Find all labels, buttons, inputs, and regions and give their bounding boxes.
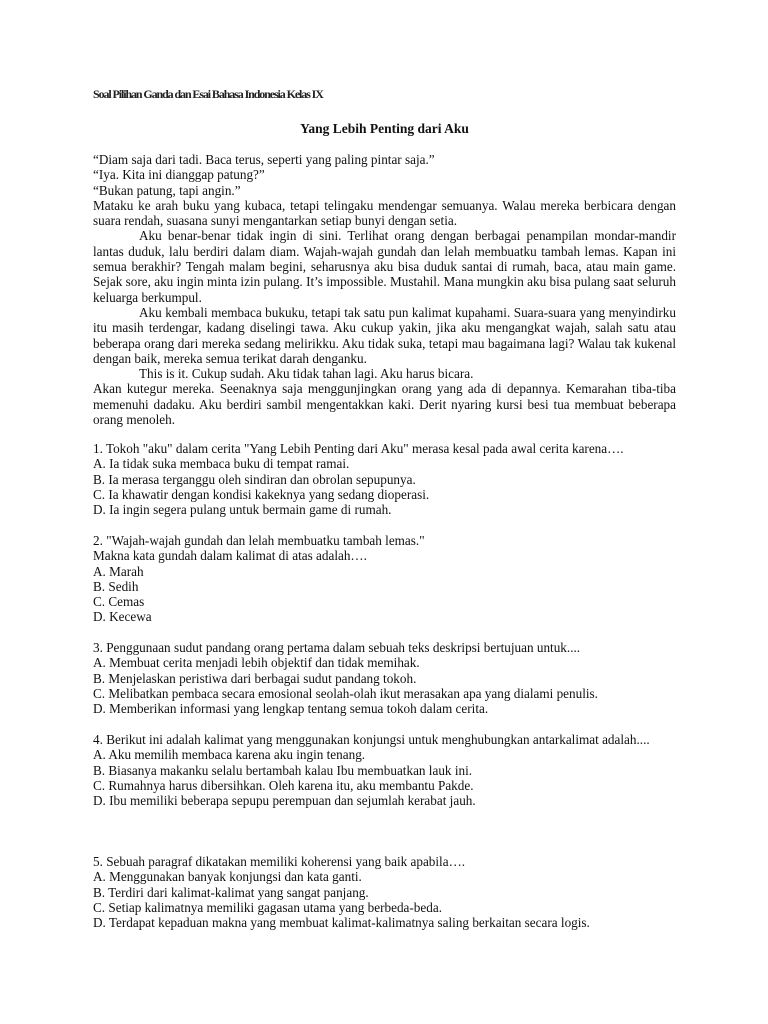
option-d: D. Memberikan informasi yang lengkap tentang semua tokoh dalam cerita. (93, 701, 489, 717)
dialog-line: “Iya. Kita ini dianggap patung?” (93, 167, 265, 183)
question-text: Makna kata gundah dalam kalimat di atas adalah…. (93, 548, 367, 564)
option-a: A. Ia tidak suka membaca buku di tempat ramai. (93, 456, 350, 472)
story-paragraph: Aku kembali membaca bukuku, tetapi tak satu pun kalimat kupahami. Suara-suara yang menyindirku itu masih terdengar, kadang diselingi tawa. Aku cukup yakin, jika aku mengangkat wajah, salah satu atau beberapa orang dari mereka sedang melirikku. Aku tidak suka, tetapi mau bagaimana lagi? Walau tak kukenal dengan baik, mereka semua terikat darah denganku. (93, 304, 676, 366)
option-a: A. Marah (93, 563, 144, 579)
option-c: C. Melibatkan pembaca secara emosional seolah-olah ikut merasakan apa yang dialami penulis. (93, 685, 598, 701)
question-3 (93, 640, 676, 716)
option-a: A. Membuat cerita menjadi lebih objektif dan tidak memihak. (93, 655, 420, 671)
dialog-line: “Diam saja dari tadi. Baca terus, seperti yang paling pintar saja.” (93, 152, 435, 167)
question-text: 4. Berikut ini adalah kalimat yang menggunakan konjungsi untuk menghubungkan antarkalimat adalah.... (93, 732, 650, 747)
question-2 (93, 533, 676, 625)
option-d: D. Kecewa (93, 609, 152, 625)
option-d: D. Ibu memiliki beberapa sepupu perempuan dan sejumlah kerabat jauh. (93, 793, 476, 809)
question-text: 1. Tokoh "aku" dalam cerita "Yang Lebih Penting dari Aku" merasa kesal pada awal cerita karena…. (93, 441, 624, 456)
option-d: D. Ia ingin segera pulang untuk bermain game di rumah. (93, 502, 392, 518)
option-b: B. Menjelaskan peristiwa dari berbagai sudut pandang tokoh. (93, 670, 417, 686)
option-c: C. Cemas (93, 594, 145, 610)
story-paragraph: Mataku ke arah buku yang kubaca, tetapi telingaku mendengar semuanya. Walau mereka berbicara dengan suara rendah, suasana sunyi mengantarkan setiap bunyi dengan setia. (93, 197, 676, 229)
question-1 (93, 441, 676, 517)
question-4 (93, 732, 676, 808)
option-c: C. Rumahnya harus dibersihkan. Oleh karena itu, aku membantu Pakde. (93, 777, 474, 793)
story-paragraph: This is it. Cukup sudah. Aku tidak tahan lagi. Aku harus bicara. (139, 366, 474, 382)
dialog-line: “Bukan patung, tapi angin.” (93, 182, 241, 198)
option-b: B. Terdiri dari kalimat-kalimat yang sangat panjang. (93, 884, 369, 900)
story-paragraph: Aku benar-benar tidak ingin di sini. Terlihat orang dengan berbagai penampilan mondar-mandir lantas duduk, lalu berdiri dalam diam. Wajah-wajah gundah dan lelah membuatku tambah lemas. Kapan ini semua berakhir? Tengah malam begini, seharusnya aku bisa duduk santai di rumah, baca, atau main game. Sejak sore, aku ingin minta izin pulang. It’s impossible. Mustahil. Mana mungkin aku bisa pulang saat seluruh keluarga berkumpul. (93, 228, 676, 305)
option-c: C. Setiap kalimatnya memiliki gagasan utama yang berbeda-beda. (93, 899, 442, 915)
story-title: Yang Lebih Penting dari Aku (300, 121, 469, 136)
option-b: B. Ia merasa terganggu oleh sindiran dan obrolan sepupunya. (93, 471, 416, 487)
option-a: A. Aku memilih membaca karena aku ingin tenang. (93, 747, 366, 763)
option-c: C. Ia khawatir dengan kondisi kakeknya yang sedang dioperasi. (93, 486, 430, 502)
story-text (93, 152, 676, 427)
option-b: B. Sedih (93, 578, 139, 594)
option-a: A. Menggunakan banyak konjungsi dan kata ganti. (93, 869, 362, 885)
question-5 (93, 854, 676, 930)
option-b: B. Biasanya makanku selalu bertambah kalau Ibu membuatkan lauk ini. (93, 762, 473, 778)
document-header: Soal Pilihan Ganda dan Esai Bahasa Indonesia Kelas IX (93, 87, 323, 101)
question-text: 5. Sebuah paragraf dikatakan memiliki koherensi yang baik apabila…. (93, 854, 466, 869)
option-d: D. Terdapat kepaduan makna yang membuat kalimat-kalimatnya saling berkaitan secara logis. (93, 915, 590, 931)
question-text: 3. Penggunaan sudut pandang orang pertama dalam sebuah teks deskripsi bertujuan untuk.... (93, 640, 581, 655)
story-paragraph: Akan kutegur mereka. Seenaknya saja menggunjingkan orang yang ada di depannya. Kemarahan tiba-tiba memenuhi dadaku. Aku berdiri sambil mengentakkan kaki. Derit nyaring kursi besi tua membuat beberapa orang menoleh. (93, 381, 676, 428)
question-text: 2. "Wajah-wajah gundah dan lelah membuatku tambah lemas." (93, 533, 425, 548)
